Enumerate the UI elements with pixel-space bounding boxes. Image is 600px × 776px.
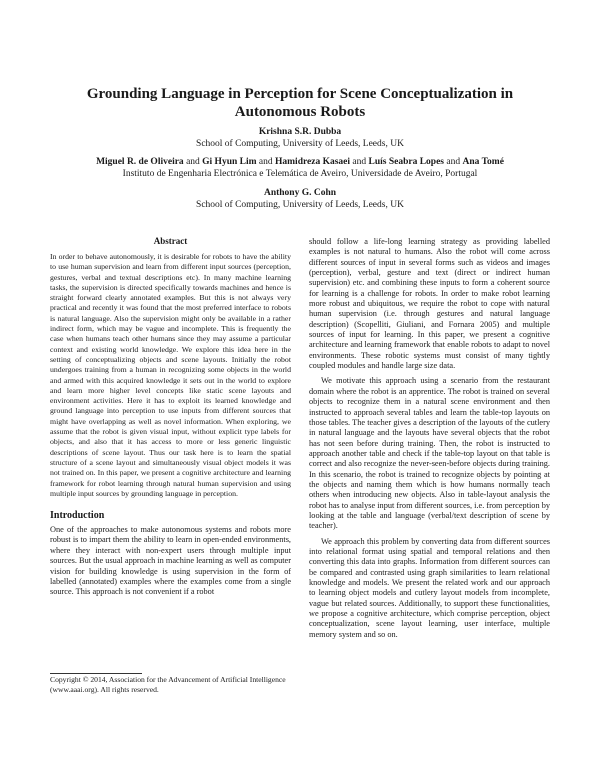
author-affiliation: Instituto de Engenharia Electrónica e Telemática de Aveiro, Universidade de Aveiro, Portugal [122,169,478,179]
copyright-footnote: Copyright © 2014, Association for the Advancement of Artificial Intelligence (www.aaai.org). All rights reserved. [50,675,286,694]
author-block-3 [40,187,560,211]
conjunction: and [258,157,273,167]
paper-title: Grounding Language in Perception for Scene Conceptualization in Autonomous Robots [86,86,514,120]
abstract-heading: Abstract [153,236,188,246]
footnote-rule [50,673,142,674]
author-name: Miguel R. de Oliveira [96,157,184,167]
author-name: Luís Seabra Lopes [368,157,444,167]
author-name: Krishna S.R. Dubba [258,127,342,137]
author-affiliation: School of Computing, University of Leeds, Leeds, UK [196,139,404,149]
author-block-2 [40,156,560,180]
left-column [50,236,291,598]
paragraph: should follow a life-long learning strategy as providing labelled examples is not natural to humans. Also the robot will come across different sources of input in several forms such as videos and images (perception), verbal, gesture and text (direct or indirect human supervision) etc. and combining these inputs to form a coherent source for learning is a challenge for robots. In order to make robot learning more robust and ubiquitous, we require the robot to cope with natural human supervision (i.e. through gestures and natural language description) (Scopelliti, Giuliani, and Fornara 2005) and multiple sources of input for learning. In this paper, we present a cognitive architecture and learning framework that enable robots to adapt to novel environments. These robotic systems must consist of many tightly coupled modules and handle large size data. [309,237,550,371]
author-affiliation: School of Computing, University of Leeds, Leeds, UK [196,200,404,210]
author-name: Gi Hyun Lim [202,157,257,167]
paragraph: We motivate this approach using a scenario from the restaurant domain where the robot is an apprentice. The robot is trained on several objects to recognize them in a natural scene environment and then instructed to approach several tables and learn the table-top layouts on those tables. The teacher gives a description of the layouts of the cutlery in natural language and the layouts have several objects that the robot has not seen before during training. Then, the robot is instructed to approach another table and check if the table-top layout on that table is correct and also recognize the never-seen-before objects during training. In this scenario, the robot is trained to recognize objects by pointing at the objects and naming them which is how humans normally teach others when introducing new objects. Also in table-layout analysis the robot has to analyse input from different sources, i.e. from perception by looking at the table and language (verbal/text description of scene by teacher). [309,376,550,531]
introduction-text: One of the approaches to make autonomous systems and robots more robust is to impart them the ability to learn in open-ended environments, where they interact with non-expert users through multiple input sources. But the usual approach in machine learning as well as computer vision for building knowledge is using supervision in the form of labelled (annotated) examples where the examples come from a single source. This approach is not convenient if a robot [50,525,291,597]
introduction-heading: Introduction [50,510,105,522]
abstract-text: In order to behave autonomously, it is desirable for robots to have the ability to use human supervision and learn from different input sources (perception, gestures, verbal and textual descriptions etc). In many machine learning tasks, the supervision is directed specifically towards machines and hence is straight forward clearly annotated examples. But this is not always very practical and recently it was found that the most preferred interface to robots is natural language. Also the supervision might only be available in a rather indirect form, which may be vague and incomplete. This is frequently the case when humans teach other humans since they may assume a particular context and existing world knowledge. We explore this idea here in the setting of conceptualizing objects and scene layouts. Initially the robot undergoes training from a human in recognizing some objects in the world and armed with this acquired knowledge it sets out in the world to explore and learn more higher level concepts like static scene layouts and environment activities. Here it has to exploit its learned knowledge and ground language into perception to use inputs from different sources that might have overlapping as well as novel information. When exploring, we assume that the robot is given visual input, without explicit type labels for objects, and also that it has access to more or less generic linguistic descriptions of scene layout. Thus our task here is to learn the spatial structure of a scene layout and simultaneously visual object models it was not trained on. In this paper, we present a cognitive architecture and learning framework for robot learning through natural human supervision and using multiple input sources by grounding language in perception. [50,252,291,498]
conjunction: and [352,157,367,167]
author-names-row [40,156,560,168]
author-name: Anthony G. Cohn [263,188,337,198]
right-column [309,237,550,640]
conjunction: and [446,157,461,167]
conjunction: and [186,157,200,167]
author-name: Ana Tomé [462,157,504,167]
paragraph: We approach this problem by converting data from different sources into relational format using spatial and temporal relations and then converting this data into graphs. Information from different sources can be compared and contrasted using graph similarities to learn relational knowledge and models. We present the related work and our approach to learning object models and cutlery layout models from incomplete, vague but related sources. Additionally, to support these functionalities, we propose a cognitive architecture, which comprise perception, object conceptualization, scene layout learning, user interface, multiple memory system and so on. [309,536,550,639]
author-name: Hamidreza Kasaei [275,157,351,167]
author-block-1 [40,126,560,150]
